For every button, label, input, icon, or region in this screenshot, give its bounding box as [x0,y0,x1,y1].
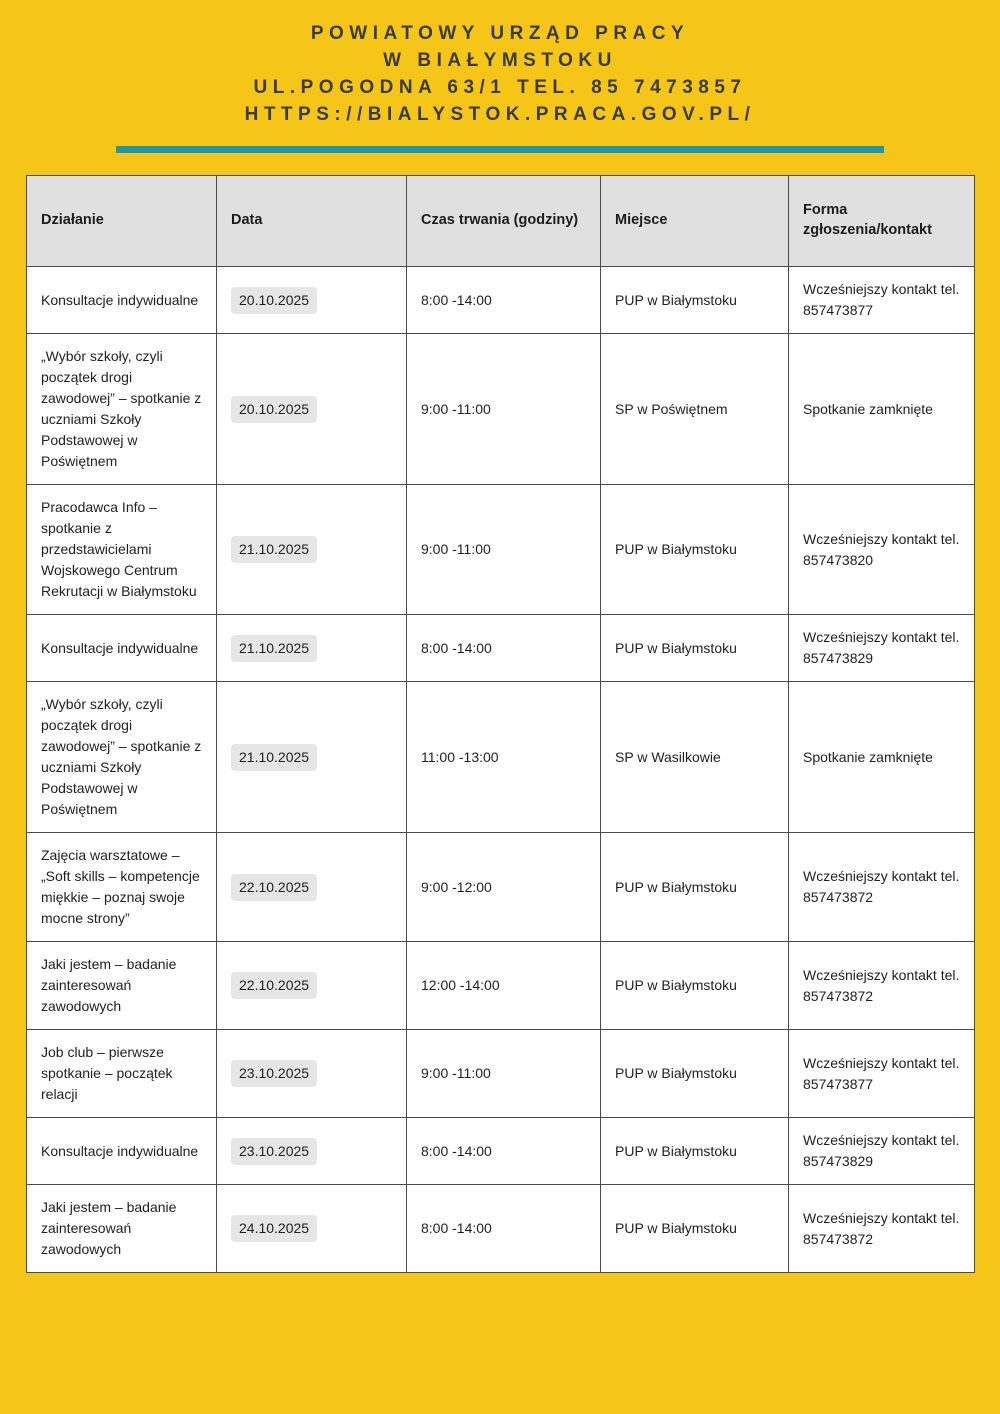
date-chip: 21.10.2025 [231,635,317,662]
cell-date [217,942,407,1030]
header-line-office: POWIATOWY URZĄD PRACY [310,23,690,44]
cell-duration: 9:00 -11:00 [407,334,601,485]
header-line-website: HTTPS://BIALYSTOK.PRACA.GOV.PL/ [244,104,756,125]
cell-contact: Wcześniejszy kontakt tel. 857473872 [789,942,975,1030]
schedule-table [26,175,975,1273]
table-row [27,267,975,334]
cell-action: Jaki jestem – badanie zainteresowań zawodowych [27,1185,217,1273]
date-chip: 23.10.2025 [231,1060,317,1087]
cell-place: PUP w Białymstoku [601,942,789,1030]
table-row [27,682,975,833]
table-row [27,1185,975,1273]
table-row [27,1118,975,1185]
header-line-city: W BIAŁYMSTOKU [383,50,617,71]
cell-date [217,615,407,682]
cell-date [217,833,407,942]
header-line-address: UL.POGODNA 63/1 TEL. 85 7473857 [253,77,747,98]
table-row [27,942,975,1030]
date-chip: 22.10.2025 [231,972,317,999]
date-chip: 23.10.2025 [231,1138,317,1165]
cell-date [217,682,407,833]
column-header-place: Miejsce [601,176,789,267]
date-chip: 20.10.2025 [231,396,317,423]
cell-duration: 8:00 -14:00 [407,267,601,334]
date-chip: 21.10.2025 [231,744,317,771]
date-chip: 20.10.2025 [231,287,317,314]
cell-action: Konsultacje indywidualne [27,267,217,334]
cell-place: SP w Poświętnem [601,334,789,485]
cell-contact: Wcześniejszy kontakt tel. 857473872 [789,1185,975,1273]
cell-contact: Wcześniejszy kontakt tel. 857473872 [789,833,975,942]
cell-action: Jaki jestem – badanie zainteresowań zawodowych [27,942,217,1030]
cell-date [217,267,407,334]
column-header-action: Działanie [27,176,217,267]
cell-action: Zajęcia warsztatowe – „Soft skills – kompetencje miękkie – poznaj swoje mocne strony” [27,833,217,942]
cell-duration: 9:00 -11:00 [407,1030,601,1118]
table-row [27,1030,975,1118]
cell-date [217,485,407,615]
table-row [27,485,975,615]
header-divider-wrap [0,146,1000,153]
date-chip: 21.10.2025 [231,536,317,563]
table-header-row [27,176,975,267]
cell-action: Job club – pierwsze spotkanie – początek relacji [27,1030,217,1118]
cell-place: PUP w Białymstoku [601,833,789,942]
cell-action: „Wybór szkoły, czyli początek drogi zawodowej” – spotkanie z uczniami Szkoły Podstawowej w Poświętnem [27,682,217,833]
cell-contact: Wcześniejszy kontakt tel. 857473877 [789,1030,975,1118]
cell-duration: 8:00 -14:00 [407,1185,601,1273]
cell-place: PUP w Białymstoku [601,267,789,334]
cell-place: PUP w Białymstoku [601,1185,789,1273]
header-divider [116,146,884,153]
cell-date [217,1030,407,1118]
cell-date [217,334,407,485]
cell-contact: Spotkanie zamknięte [789,334,975,485]
cell-action: „Wybór szkoły, czyli początek drogi zawodowej” – spotkanie z uczniami Szkoły Podstawowej w Poświętnem [27,334,217,485]
cell-duration: 8:00 -14:00 [407,615,601,682]
cell-contact: Wcześniejszy kontakt tel. 857473877 [789,267,975,334]
schedule-table-wrap [26,175,974,1273]
cell-action: Konsultacje indywidualne [27,615,217,682]
cell-place: PUP w Białymstoku [601,1030,789,1118]
table-row [27,334,975,485]
column-header-duration: Czas trwania (godziny) [407,176,601,267]
cell-place: PUP w Białymstoku [601,485,789,615]
cell-duration: 8:00 -14:00 [407,1118,601,1185]
cell-duration: 9:00 -12:00 [407,833,601,942]
column-header-contact: Forma zgłoszenia/kontakt [789,176,975,267]
cell-place: PUP w Białymstoku [601,615,789,682]
cell-contact: Spotkanie zamknięte [789,682,975,833]
poster-header [0,0,1000,128]
column-header-date: Data [217,176,407,267]
cell-contact: Wcześniejszy kontakt tel. 857473820 [789,485,975,615]
cell-date [217,1185,407,1273]
cell-duration: 12:00 -14:00 [407,942,601,1030]
date-chip: 24.10.2025 [231,1215,317,1242]
cell-duration: 9:00 -11:00 [407,485,601,615]
cell-action: Pracodawca Info – spotkanie z przedstawicielami Wojskowego Centrum Rekrutacji w Białymstoku [27,485,217,615]
cell-duration: 11:00 -13:00 [407,682,601,833]
table-row [27,615,975,682]
table-body [27,267,975,1273]
table-row [27,833,975,942]
cell-place: SP w Wasilkowie [601,682,789,833]
cell-contact: Wcześniejszy kontakt tel. 857473829 [789,1118,975,1185]
cell-place: PUP w Białymstoku [601,1118,789,1185]
cell-date [217,1118,407,1185]
cell-action: Konsultacje indywidualne [27,1118,217,1185]
table-header [27,176,975,267]
date-chip: 22.10.2025 [231,874,317,901]
cell-contact: Wcześniejszy kontakt tel. 857473829 [789,615,975,682]
